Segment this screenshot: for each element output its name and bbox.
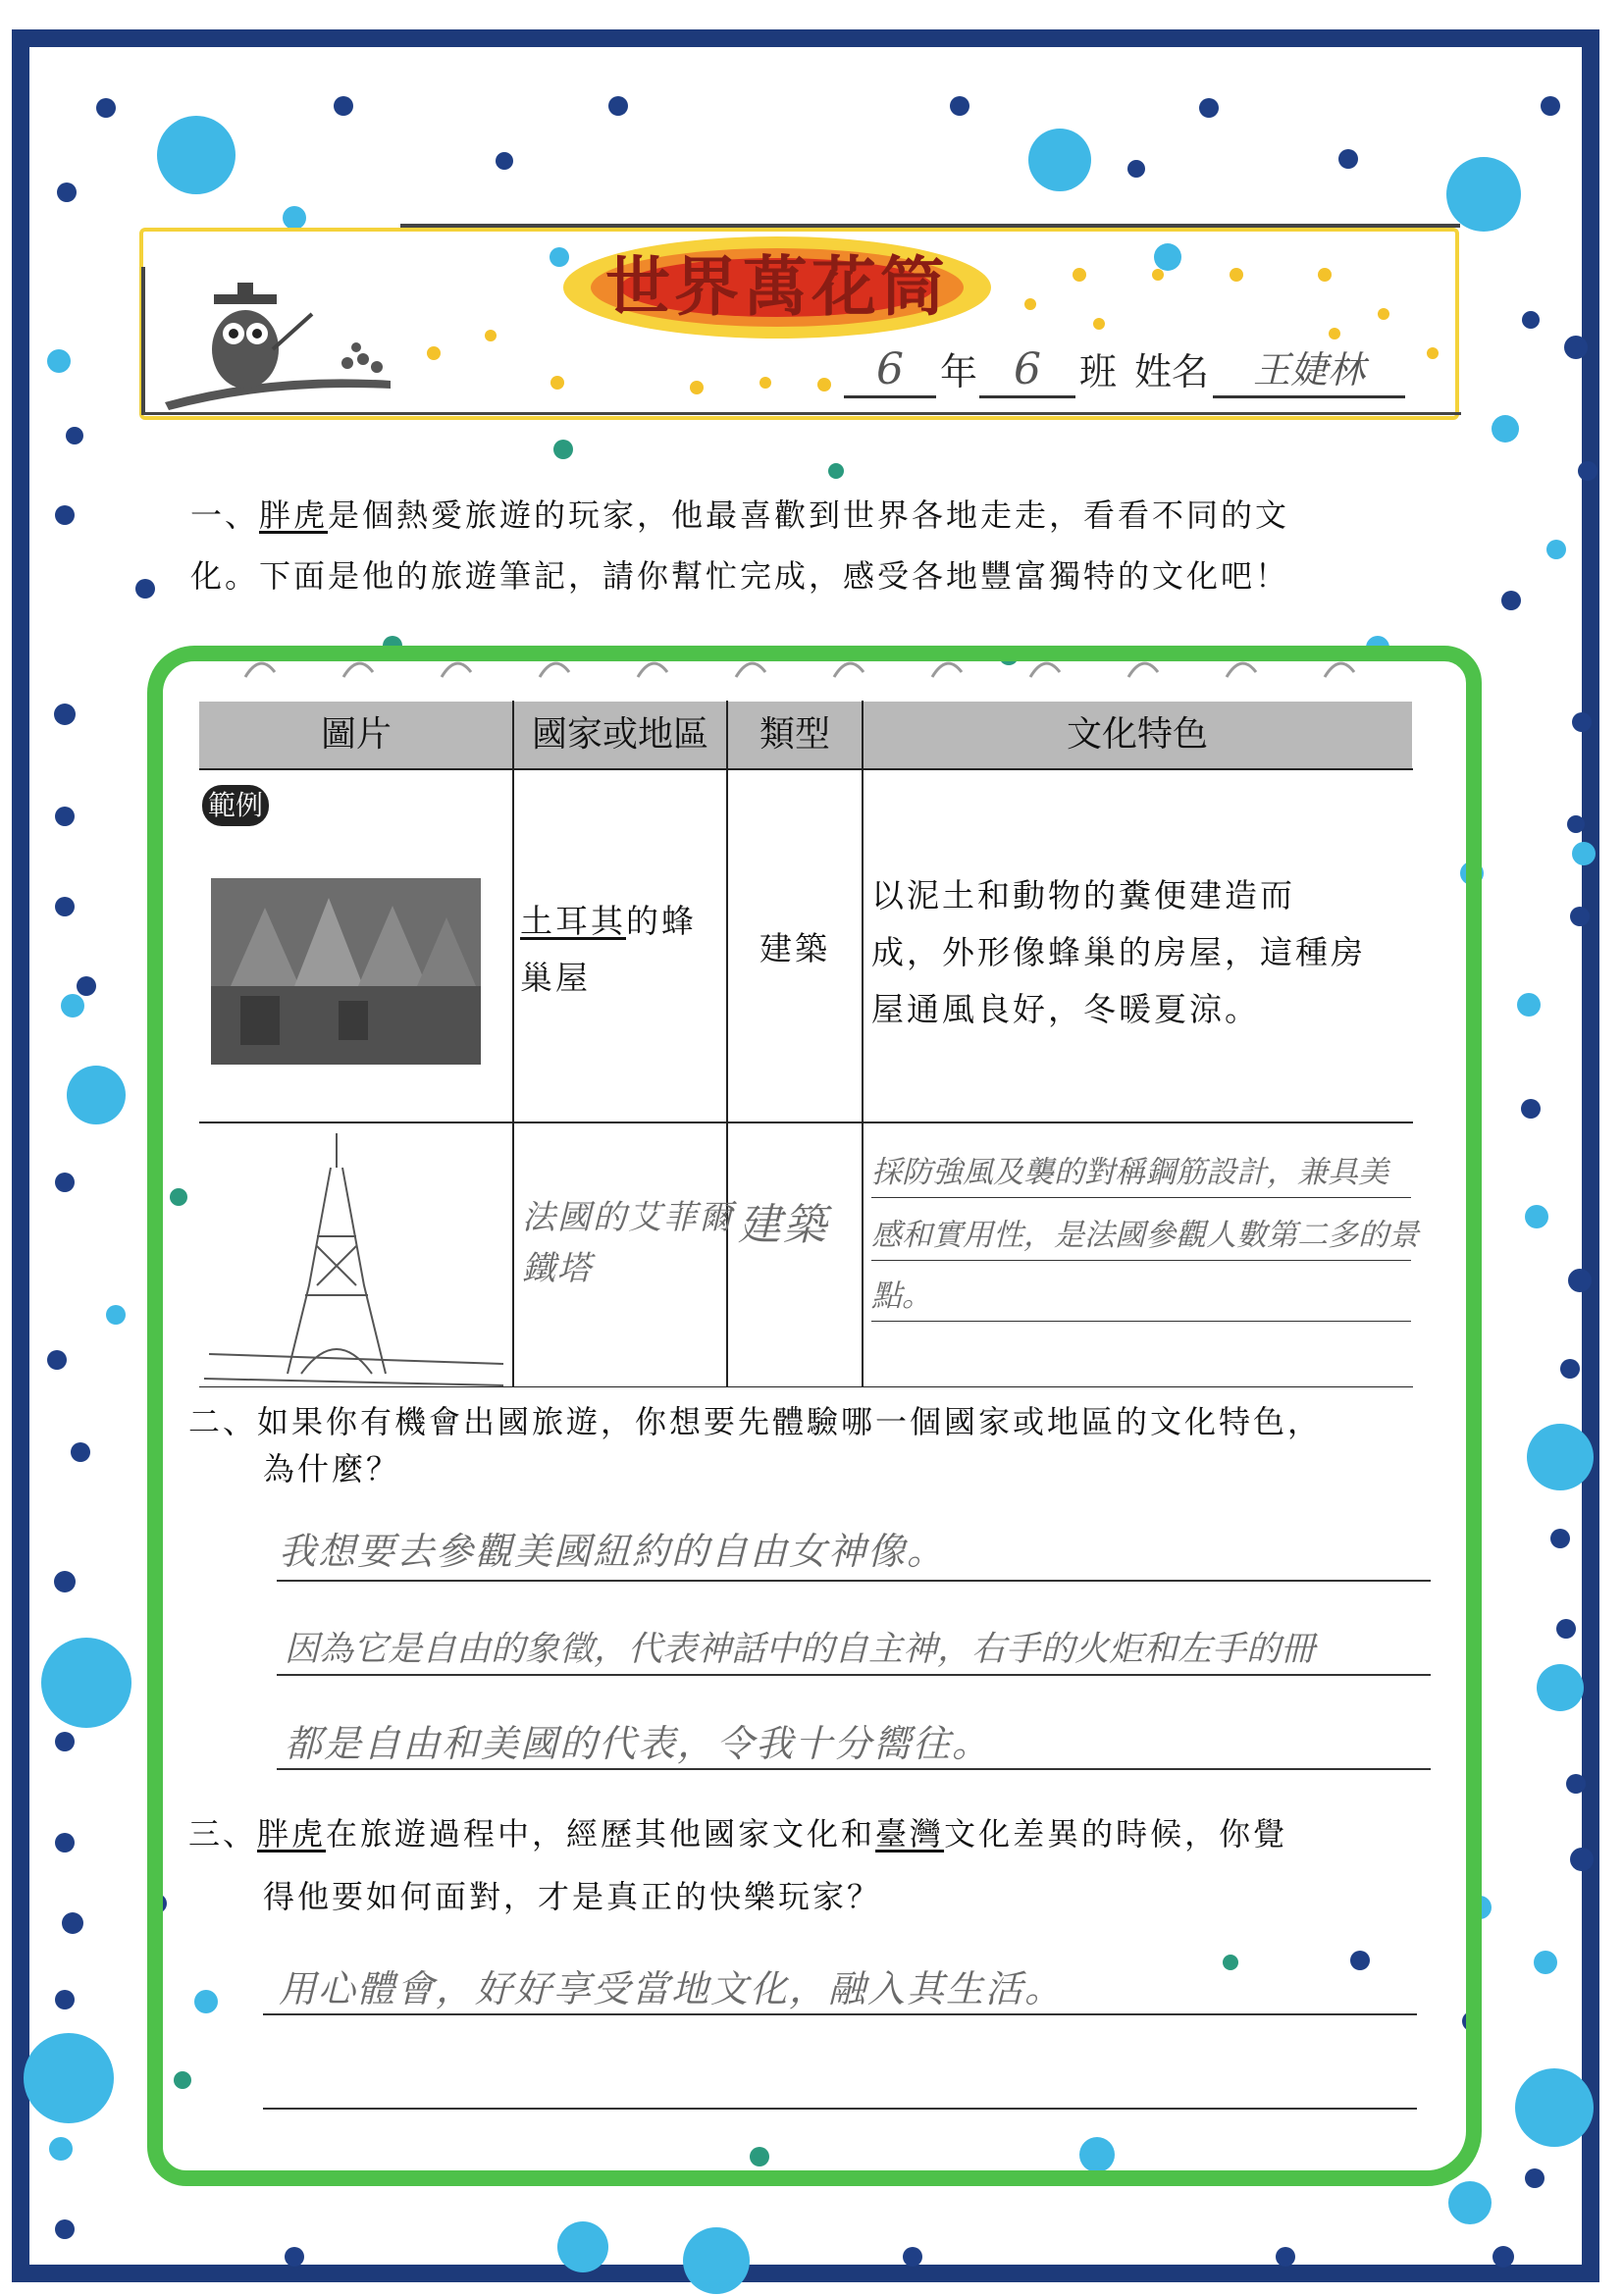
title-rule-bottom xyxy=(141,412,1461,415)
title-rule-left xyxy=(141,267,145,414)
beehive-houses-photo xyxy=(211,878,481,1065)
question-1-person: 胖虎 xyxy=(259,496,329,534)
notebook-rings xyxy=(236,648,1413,697)
title-rule-top xyxy=(400,224,1460,228)
question-2-rule-1 xyxy=(277,1580,1431,1582)
student-name: 王婕林 xyxy=(1213,345,1405,398)
question-3-line-1 xyxy=(188,1803,1287,1864)
row-1-place-country: 土耳其 xyxy=(520,902,626,940)
col-header-culture: 文化特色 xyxy=(863,702,1412,768)
question-1-line-1 xyxy=(190,485,1289,546)
row-2-place-line-1: 法國的艾菲爾 xyxy=(522,1198,734,1237)
row-2-feature-2: 感和實用性，是法國參觀人數第二多的景 xyxy=(871,1218,1419,1253)
question-3-line-2: 得他要如何面對，才是真正的快樂玩家？ xyxy=(263,1878,882,1915)
worksheet-title: 世界萬花筒 xyxy=(605,249,949,325)
col-header-country: 國家或地區 xyxy=(513,702,727,768)
question-2-answer-2: 因為它是自由的象徵，代表神話中的自主神，右手的火炬和左手的冊 xyxy=(285,1630,1316,1669)
class-value: 6 xyxy=(979,345,1075,398)
question-3-place: 臺灣 xyxy=(875,1815,945,1852)
question-2-rule-2 xyxy=(277,1674,1431,1676)
question-3-rule-2 xyxy=(263,2108,1417,2110)
row-2-feature-1: 採防強風及襲的對稱鋼筋設計，兼具美 xyxy=(871,1155,1388,1190)
row-1-place xyxy=(520,893,721,1007)
eiffel-tower-drawing xyxy=(199,1128,509,1393)
question-2-rule-3 xyxy=(277,1768,1431,1770)
question-3-text-1: 在旅遊過程中，經歷其他國家文化和 xyxy=(326,1815,876,1852)
row-1-feature-3: 屋通風良好，冬暖夏涼。 xyxy=(871,990,1260,1028)
example-badge: 範例 xyxy=(202,785,269,826)
col-header-type: 類型 xyxy=(727,702,863,768)
question-3-rule-1 xyxy=(263,2013,1417,2015)
row-1-place-line-2: 巢屋 xyxy=(520,959,591,997)
question-2-answer-1: 我想要去參觀美國紐約的自由女神像。 xyxy=(279,1530,947,1573)
class-label: 班 xyxy=(1079,350,1118,393)
row-2-answer-rule-2 xyxy=(871,1260,1411,1261)
owl-on-branch-icon xyxy=(155,265,400,412)
row-2-type: 建築 xyxy=(738,1200,828,1250)
question-2-line-2: 為什麼？ xyxy=(263,1450,401,1487)
row-2-place-line-2: 鐵塔 xyxy=(522,1249,593,1288)
name-label: 姓名 xyxy=(1134,350,1210,393)
question-3-answer-1: 用心體會，好好享受當地文化，融入其生活。 xyxy=(279,1967,1065,2010)
grade-label: 年 xyxy=(940,350,978,393)
row-1-feature-1: 以泥土和動物的糞便建造而 xyxy=(871,876,1295,914)
question-3-person: 胖虎 xyxy=(257,1815,327,1852)
question-1-number: 一、 xyxy=(190,496,260,534)
row-2-answer-rule-3 xyxy=(871,1321,1411,1322)
col-header-picture: 圖片 xyxy=(199,702,513,768)
row-2-feature-3: 點。 xyxy=(871,1278,932,1314)
question-3-text-2: 文化差異的時候，你覺 xyxy=(944,1815,1288,1852)
question-1-line-2: 化。下面是他的旅遊筆記，請你幫忙完成，感受各地豐富獨特的文化吧！ xyxy=(190,557,1290,595)
question-1-text-1: 是個熱愛旅遊的玩家，他最喜歡到世界各地走走，看看不同的文 xyxy=(328,496,1290,534)
row-1-feature-2: 成，外形像蜂巢的房屋，這種房 xyxy=(871,933,1366,971)
row-1-type: 建築 xyxy=(759,929,830,967)
question-2-line-1: 二、如果你有機會出國旅遊，你想要先體驗哪一個國家或地區的文化特色， xyxy=(188,1403,1323,1440)
row-1-place-text: 的蜂 xyxy=(626,902,697,940)
row-2-answer-rule-1 xyxy=(871,1197,1411,1198)
question-3-number: 三、 xyxy=(188,1815,258,1852)
grade-value: 6 xyxy=(844,345,936,398)
question-2-answer-3: 都是自由和美國的代表，令我十分嚮往。 xyxy=(285,1722,992,1765)
